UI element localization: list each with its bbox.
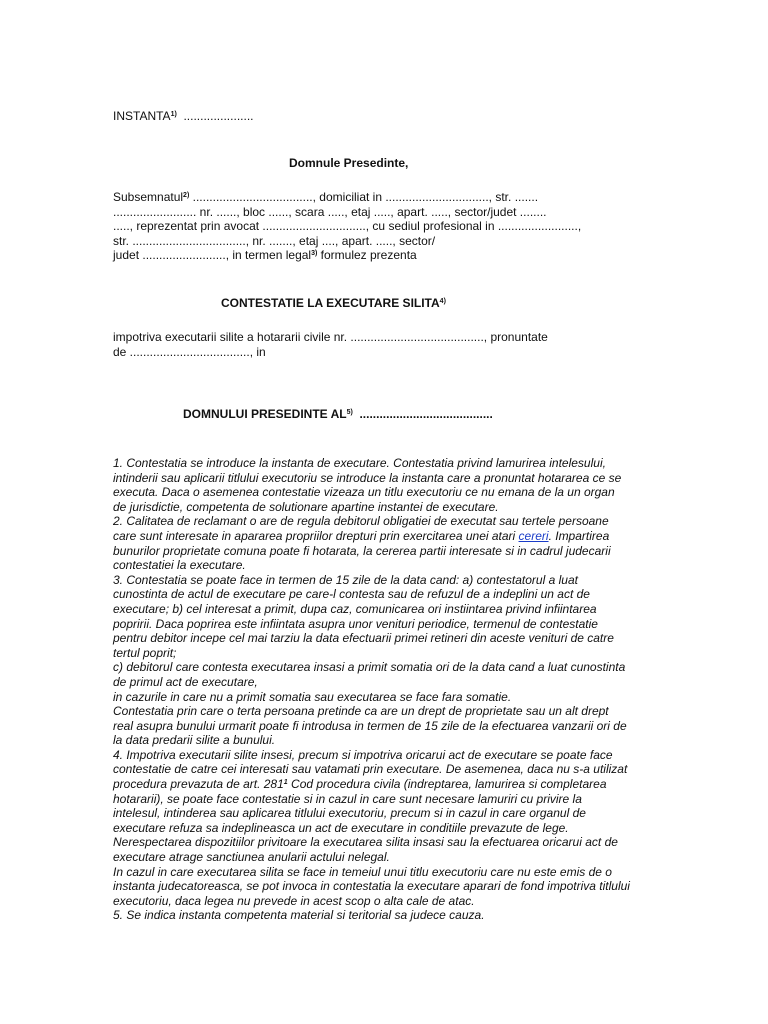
- document-title: [221, 296, 446, 311]
- plaintiff-line-2: ......................... nr. ......, bloc ......, scara ....., etaj ....., apart. ....., sector/judet ........: [113, 204, 547, 219]
- footnote-ref-1: 1): [170, 111, 177, 118]
- court-line: [113, 109, 253, 124]
- plaintiff-line-1-rest: ...................................., domiciliat in ..............................., str. .......: [189, 190, 539, 204]
- note-line: 5. Se indica instanta competenta material si teritorial sa judece cauza.: [113, 908, 485, 923]
- court-label: INSTANTA: [113, 109, 171, 123]
- note-line: hotararii), se poate face contestatie si in cazul in care sunt necesare lamuriri cu privire la: [113, 791, 582, 806]
- note-line: Contestatia prin care o terta persoana pretinde ca are un drept de proprietate sau un alt drept: [113, 704, 609, 719]
- note-line: contestatie de catre cei interesati sau vatamati prin executare. De asemenea, daca nu s-a utilizat: [113, 762, 628, 777]
- note-line: executare atrage sanctiunea anularii actului nelegal.: [113, 850, 390, 865]
- note-line: de jurisdictie, competenta de solutionare apartine instantei de executare.: [113, 499, 499, 514]
- footnote-ref-5: 5): [346, 409, 353, 416]
- plaintiff-block: [113, 190, 581, 263]
- note-line: real asupra bunului urmarit poate fi introdusa in termen de 15 zile de la efectuarea vanzarii ori de: [113, 718, 627, 733]
- note-line: 3. Contestatia se poate face in termen de 15 zile de la data cand: a) contestatorul a luat: [113, 572, 578, 587]
- note-line: [113, 777, 673, 792]
- note-line: intelesul, intinderea sau aplicarea titlului executoriu, precum si in cazul in care organul de: [113, 806, 586, 821]
- plaintiff-line-1: [113, 190, 581, 205]
- article-superscript: 1: [283, 779, 288, 787]
- note-line: popririi. Daca poprirea este infiintata asupra unor venituri periodice, termenul de contestatie: [113, 616, 598, 631]
- plaintiff-line-3: ....., reprezentat prin avocat ..............................., cu sediul profesional in ........................,: [113, 219, 582, 234]
- note-line: in cazurile in care nu a primit somatia sau executarea se face fara somatie.: [113, 689, 512, 704]
- note-line-text: Cod procedura civila (indreptarea, lamurirea si completarea: [287, 777, 607, 792]
- note-line: la data predarii silite a bunului.: [113, 733, 276, 748]
- note-line: de primul act de executare,: [113, 674, 258, 689]
- plaintiff-line-5-text: judet ........................., in termen legal: [113, 248, 312, 263]
- greeting: Domnule Presedinte,: [289, 156, 409, 170]
- closing-line: [183, 407, 493, 422]
- note-line: bunurilor proprietate comuna poate fi hotarata, la cererea partii interesate si in cadrul judecarii: [113, 543, 611, 558]
- closing-dots: ........................................: [359, 407, 493, 421]
- note-line: 4. Impotriva executarii silite insesi, precum si impotriva oricarui act de executare se poate face: [113, 747, 613, 762]
- plaintiff-line-4: str. .................................., nr. ......., etaj ...., apart. ....., sector/: [113, 233, 436, 248]
- cereri-link[interactable]: cereri: [518, 528, 549, 543]
- closing-text: DOMNULUI PRESEDINTE AL: [183, 407, 347, 421]
- note-line: instanta judecatoreasca, se pot invoca in contestatia la executare aparari de fond impotriva titlului: [113, 879, 630, 894]
- footnote-ref-3: 3): [311, 250, 318, 258]
- note-line: executa. Daca o asemenea contestatie vizeaza un titlu executoriu ce nu emana de la un organ: [113, 485, 615, 500]
- note-line: tertul poprit;: [113, 645, 177, 660]
- object-line-2: de ...................................., in: [113, 344, 266, 359]
- court-dots: .....................: [183, 109, 254, 123]
- plaintiff-line-5: [113, 248, 581, 263]
- footnotes-block: [113, 456, 673, 923]
- note-line: 1. Contestatia se introduce la instanta de executare. Contestatia privind lamurirea intelesului,: [113, 456, 606, 470]
- note-line-text: . Impartirea: [548, 528, 610, 543]
- note-line: executoriu, daca legea nu prevede in acest scop o alta cale de atac.: [113, 893, 475, 908]
- object-line-1: impotriva executarii silite a hotararii civile nr. ........................................, pronuntate: [113, 330, 548, 344]
- object-block: [113, 330, 548, 359]
- plaintiff-line-5-rest: formulez prezenta: [317, 248, 417, 263]
- note-line-text: care sunt interesate in apararea propriilor drepturi prin exercitarea unei atari: [113, 528, 519, 543]
- plaintiff-label: Subsemnatul: [113, 190, 184, 204]
- note-line: Nerespectarea dispozitiilor privitoare la executarea silita insasi sau la efectuarea oricarui act de: [113, 835, 618, 850]
- note-line: executare refuza sa indeplineasca un act de executare in conditiile prevazute de lege.: [113, 820, 569, 835]
- footnote-ref-4: 4): [439, 298, 446, 305]
- title-text: CONTESTATIE LA EXECUTARE SILITA: [221, 296, 440, 310]
- note-line: intinderii sau aplicarii titlului executoriu se introduce la instanta care a pronuntat hotararea ce se: [113, 470, 622, 485]
- note-line-text: procedura prevazuta de art. 281: [113, 777, 284, 792]
- note-line: cunostinta de actul de executare pe care-l contesta sau de refuzul de a indeplini un act de: [113, 587, 590, 602]
- note-line: executare; b) cel interesat a primit, dupa caz, comunicarea ori instiintarea privind infiintarea: [113, 601, 597, 616]
- note-line: 2. Calitatea de reclamant o are de regula debitorul obligatiei de executat sau tertele persoane: [113, 514, 609, 529]
- note-line: contestatiei la executare.: [113, 558, 246, 573]
- note-line: c) debitorul care contesta executarea insasi a primit somatia ori de la data cand a luat cunostinta: [113, 660, 626, 675]
- footnote-ref-2: 2): [183, 192, 190, 199]
- note-line: pentru debitor incepe cel mai tarziu la data efectuarii primei retineri din aceste venituri de catre: [113, 631, 614, 646]
- note-line: [113, 529, 673, 544]
- note-line: In cazul in care executarea silita se face in temeiul unui titlu executoriu care nu este emis de o: [113, 864, 612, 879]
